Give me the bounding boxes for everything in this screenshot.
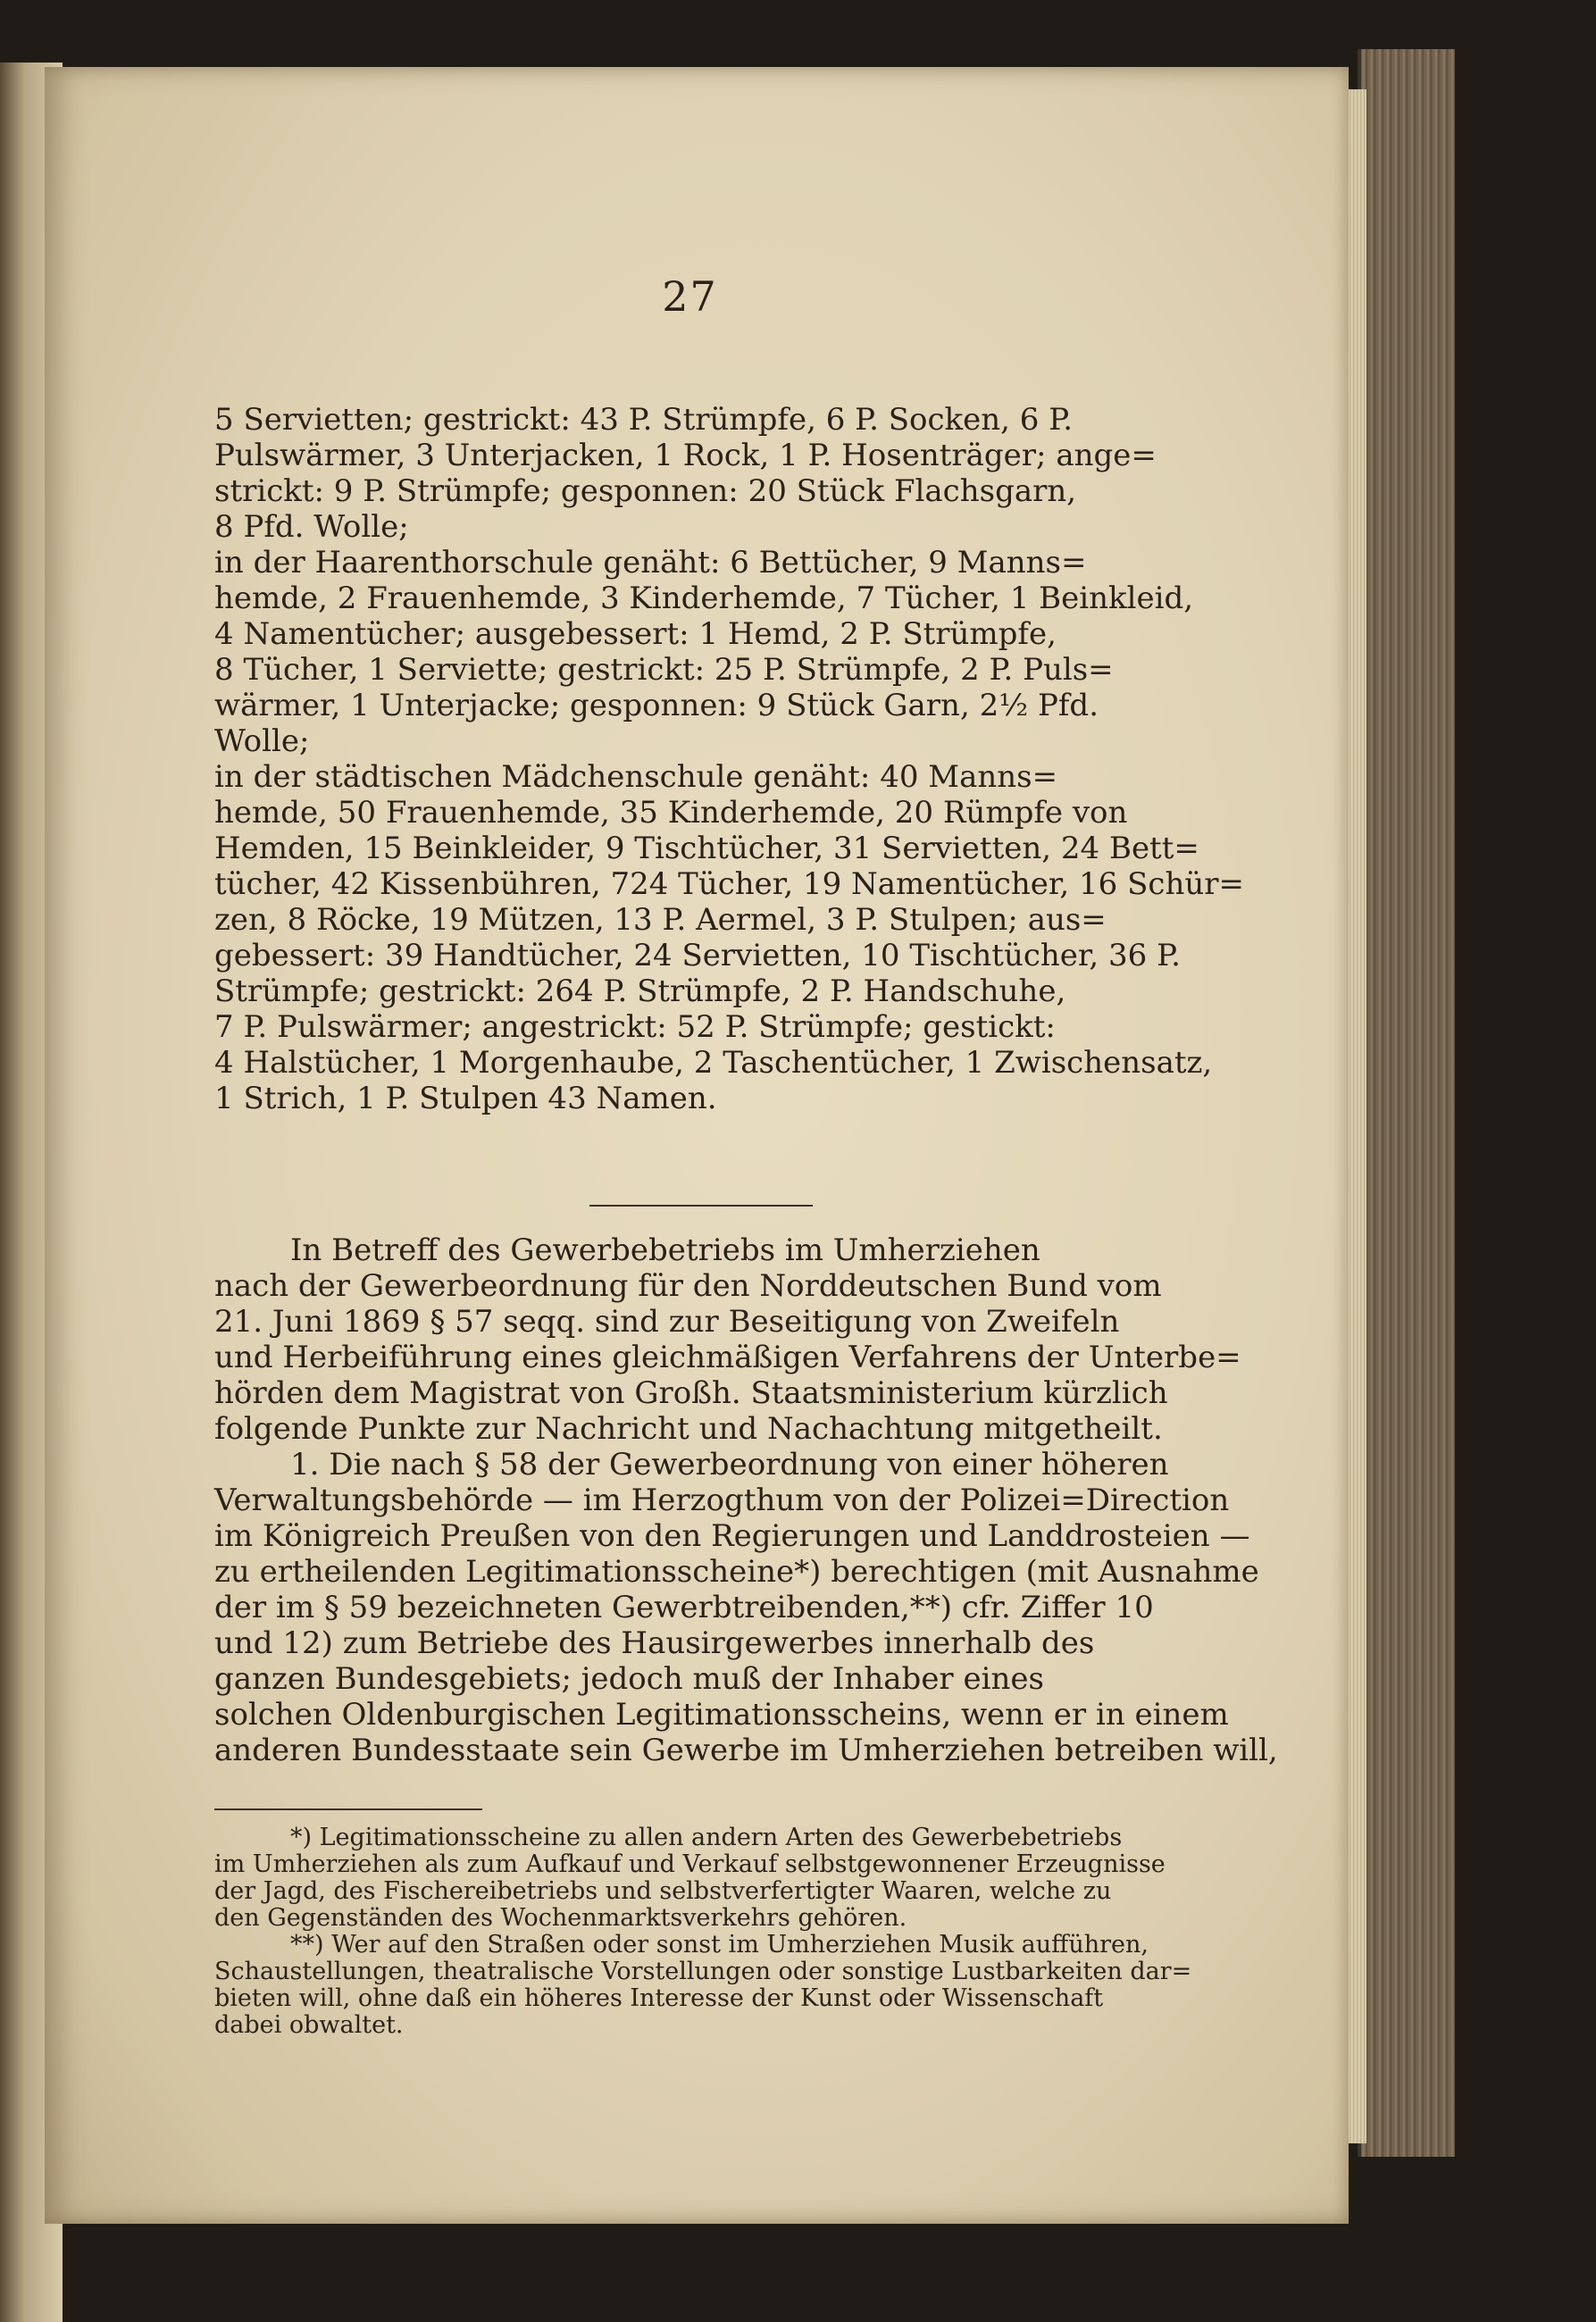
text-line: 7 P. Pulswärmer; angestrickt: 52 P. Strümpfe; gestickt: xyxy=(214,1009,1056,1045)
text-line: gebessert: 39 Handtücher, 24 Servietten, 10 Tischtücher, 36 P. xyxy=(214,938,1181,973)
footnote-line: *) Legitimationsscheine zu allen andern Arten des Gewerbebetriebs xyxy=(290,1824,1123,1851)
text-line: 21. Juni 1869 § 57 seqq. sind zur Beseitigung von Zweifeln xyxy=(214,1304,1120,1340)
text-line: 1. Die nach § 58 der Gewerbeordnung von einer höheren xyxy=(290,1447,1169,1483)
footnote-line: Schaustellungen, theatralische Vorstellungen oder sonstige Lustbarkeiten dar= xyxy=(214,1958,1192,1985)
footnote-line: **) Wer auf den Straßen oder sonst im Umherziehen Musik aufführen, xyxy=(290,1931,1149,1959)
text-line: zen, 8 Röcke, 19 Mützen, 13 P. Aermel, 3 P. Stulpen; aus= xyxy=(214,902,1107,938)
text-line: tücher, 42 Kissenbühren, 724 Tücher, 19 Namentücher, 16 Schür= xyxy=(214,866,1244,902)
book-cover-edge xyxy=(1358,49,1455,2157)
text-line: und Herbeiführung eines gleichmäßigen Verfahrens der Unterbe= xyxy=(214,1340,1241,1375)
text-line: der im § 59 bezeichneten Gewerbtreibenden,**) cfr. Ziffer 10 xyxy=(214,1590,1154,1625)
text-line: ganzen Bundesgebiets; jedoch muß der Inhaber eines xyxy=(214,1661,1044,1697)
text-line: in der städtischen Mädchenschule genäht: 40 Manns= xyxy=(214,759,1058,795)
text-line: folgende Punkte zur Nachricht und Nachachtung mitgetheilt. xyxy=(214,1411,1163,1447)
text-line: im Königreich Preußen von den Regierungen und Landdrosteien — xyxy=(214,1518,1250,1554)
text-line: wärmer, 1 Unterjacke; gesponnen: 9 Stück Garn, 2½ Pfd. xyxy=(214,688,1099,723)
inventory-list xyxy=(214,402,1244,1116)
text-line: Verwaltungsbehörde — im Herzogthum von der Polizei=Direction xyxy=(214,1483,1230,1518)
text-line: 8 Tücher, 1 Serviette; gestrickt: 25 P. Strümpfe, 2 P. Puls= xyxy=(214,652,1114,688)
text-line: hemde, 2 Frauenhemde, 3 Kinderhemde, 7 Tücher, 1 Beinkleid, xyxy=(214,580,1194,616)
footnotes xyxy=(214,1824,1192,2039)
text-line: strickt: 9 P. Strümpfe; gesponnen: 20 Stück Flachsgarn, xyxy=(214,473,1077,509)
footnote-line: im Umherziehen als zum Aufkauf und Verkauf selbstgewonnener Erzeugnisse xyxy=(214,1850,1166,1878)
text-line: hemde, 50 Frauenhemde, 35 Kinderhemde, 20 Rümpfe von xyxy=(214,795,1128,831)
text-line: Pulswärmer, 3 Unterjacken, 1 Rock, 1 P. Hosenträger; ange= xyxy=(214,438,1157,473)
footnote-rule xyxy=(214,1808,482,1810)
text-line: In Betreff des Gewerbebetriebs im Umherziehen xyxy=(290,1232,1040,1268)
text-line: 4 Namentücher; ausgebessert: 1 Hemd, 2 P. Strümpfe, xyxy=(214,616,1057,652)
footnote-line: den Gegenständen des Wochenmarktsverkehrs gehören. xyxy=(214,1904,907,1932)
text-line: in der Haarenthorschule genäht: 6 Bettücher, 9 Manns= xyxy=(214,545,1087,580)
text-line: und 12) zum Betriebe des Hausirgewerbes innerhalb des xyxy=(214,1625,1095,1661)
main-paragraphs xyxy=(214,1232,1278,1768)
text-line: nach der Gewerbeordnung für den Norddeutschen Bund vom xyxy=(214,1268,1162,1304)
footnote-line: bieten will, ohne daß ein höheres Interesse der Kunst oder Wissenschaft xyxy=(214,1984,1104,2012)
text-line: 1 Strich, 1 P. Stulpen 43 Namen. xyxy=(214,1081,717,1116)
section-divider xyxy=(589,1205,813,1207)
text-line: solchen Oldenburgischen Legitimationsscheins, wenn er in einem xyxy=(214,1697,1229,1733)
text-line: Hemden, 15 Beinkleider, 9 Tischtücher, 31 Servietten, 24 Bett= xyxy=(214,831,1199,866)
footnote-line: dabei obwaltet. xyxy=(214,2011,404,2039)
page-number: 27 xyxy=(662,272,718,321)
text-line: Strümpfe; gestrickt: 264 P. Strümpfe, 2 P. Handschuhe, xyxy=(214,973,1066,1009)
footnote-line: der Jagd, des Fischereibetriebs und selbstverfertigter Waaren, welche zu xyxy=(214,1877,1112,1905)
text-line: 4 Halstücher, 1 Morgenhaube, 2 Taschentücher, 1 Zwischensatz, xyxy=(214,1045,1213,1081)
text-line: 5 Servietten; gestrickt: 43 P. Strümpfe, 6 P. Socken, 6 P. xyxy=(214,402,1074,438)
text-line: Wolle; xyxy=(214,723,310,759)
book-page xyxy=(45,67,1349,2224)
text-line: anderen Bundesstaate sein Gewerbe im Umherziehen betreiben will, xyxy=(214,1733,1278,1768)
text-line: hörden dem Magistrat von Großh. Staatsministerium kürzlich xyxy=(214,1375,1168,1411)
text-line: 8 Pfd. Wolle; xyxy=(214,509,409,545)
text-line: zu ertheilenden Legitimationsscheine*) berechtigen (mit Ausnahme xyxy=(214,1554,1259,1590)
